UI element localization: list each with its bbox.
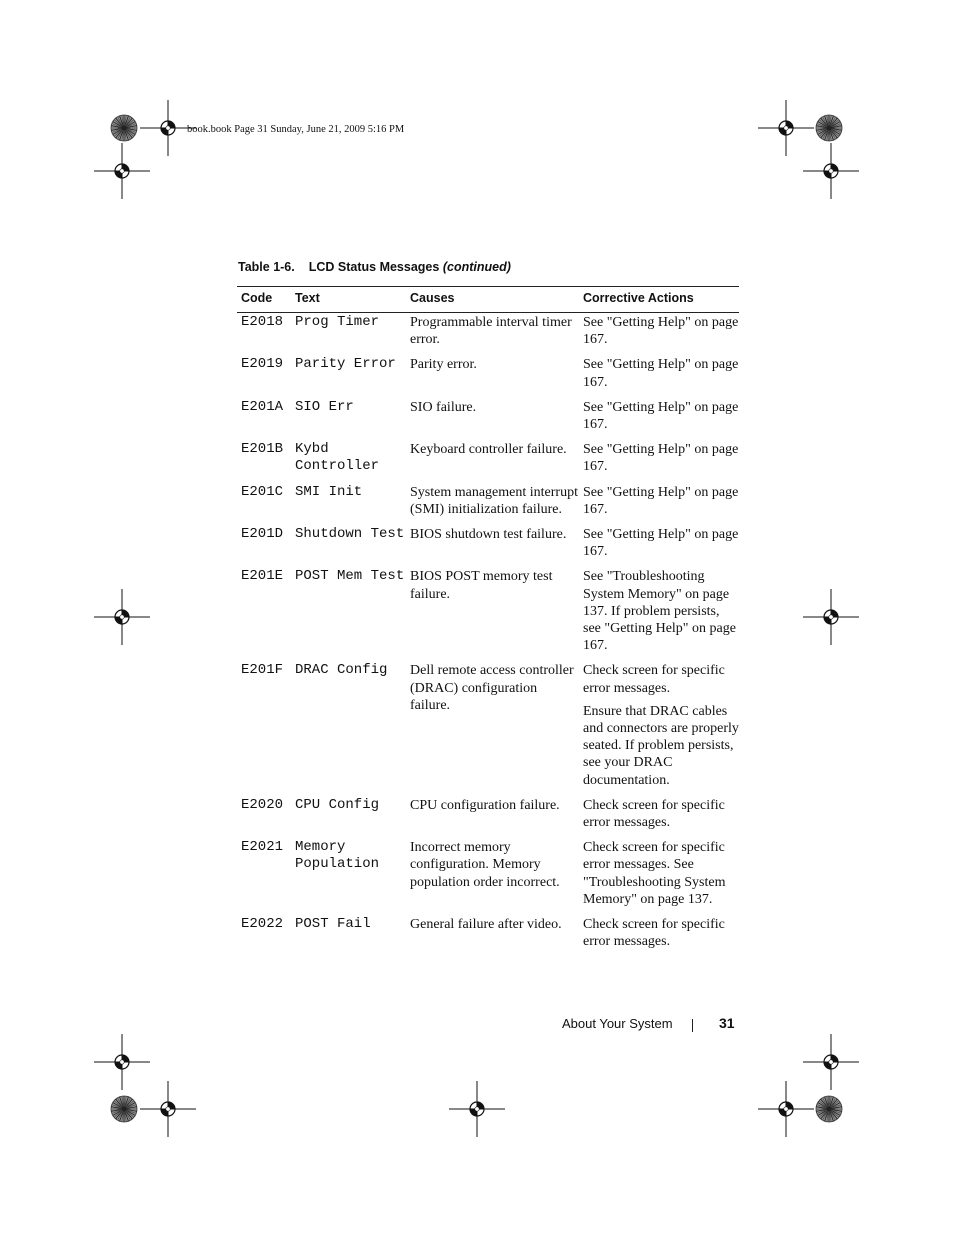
table-title: LCD Status Messages: [308, 260, 440, 274]
corrective-actions-cell: [579, 662, 739, 796]
page-number: 31: [719, 1015, 735, 1031]
header-causes: Causes: [406, 287, 579, 313]
lcd-text-cell: POST Fail: [295, 916, 371, 933]
corrective-action-text: See "Getting Help" on page 167.: [583, 357, 739, 390]
corrective-actions-cell: [579, 399, 739, 441]
error-code-cell: E2019: [241, 356, 284, 373]
crosshair-icon: [94, 589, 150, 645]
lcd-text-cell: Memory Population: [295, 839, 380, 873]
error-code-cell: E201D: [241, 526, 284, 543]
crosshair-icon: [449, 1081, 505, 1137]
corrective-action-text: See "Getting Help" on page 167.: [583, 442, 739, 475]
header-code: Code: [237, 287, 291, 313]
error-code-cell: E201C: [241, 483, 284, 500]
sunburst-icon: [815, 1095, 843, 1123]
table-row: [237, 797, 739, 839]
corrective-actions-cell: [579, 356, 739, 398]
lcd-text-cell: Prog Timer: [295, 314, 380, 330]
table-row: [237, 526, 739, 568]
error-code-cell: E201F: [241, 662, 284, 679]
corrective-action-text: See "Getting Help" on page 167.: [583, 315, 739, 348]
sunburst-icon: [815, 114, 843, 142]
error-code-cell: E2018: [241, 314, 284, 330]
crosshair-icon: [140, 1081, 196, 1137]
error-code-cell: E2022: [241, 916, 284, 933]
causes-cell: System management interrupt (SMI) initialization failure.: [410, 484, 578, 517]
causes-cell: Programmable interval timer error.: [410, 315, 572, 348]
corrective-actions-cell: [579, 441, 739, 483]
causes-cell: Parity error.: [410, 357, 477, 373]
table-caption: [238, 260, 511, 274]
causes-cell: SIO failure.: [410, 399, 477, 415]
causes-cell: BIOS shutdown test failure.: [410, 527, 567, 543]
footer-section-title: About Your System: [562, 1016, 673, 1031]
corrective-actions-cell: [579, 839, 739, 916]
lcd-text-cell: Parity Error: [295, 356, 396, 373]
error-code-cell: E201A: [241, 398, 284, 415]
crosshair-icon: [94, 143, 150, 199]
lcd-text-cell: POST Mem Test: [295, 568, 405, 585]
error-code-cell: E2021: [241, 839, 284, 856]
corrective-action-text: See "Getting Help" on page 167.: [583, 527, 739, 560]
corrective-action-text: See "Getting Help" on page 167.: [583, 484, 739, 517]
error-code-cell: E201E: [241, 568, 284, 585]
causes-cell: Incorrect memory configuration. Memory population order incorrect.: [410, 840, 560, 890]
corrective-actions-cell: [579, 916, 739, 958]
causes-cell: Dell remote access controller (DRAC) configuration failure.: [410, 663, 574, 713]
corrective-action-text: See "Troubleshooting System Memory" on page 137. If problem persists, see "Getting Help" on page 167.: [583, 569, 736, 654]
corrective-action-text: Check screen for specific error messages.: [583, 663, 725, 696]
sunburst-icon: [110, 1095, 138, 1123]
corrective-actions-cell: [579, 568, 739, 662]
table-row: [237, 484, 739, 526]
table-row: [237, 356, 739, 398]
lcd-text-cell: Shutdown Test: [295, 526, 405, 543]
table-row: [237, 662, 739, 796]
corrective-action-text: Check screen for specific error messages.: [583, 917, 725, 950]
corrective-actions-cell: [579, 526, 739, 568]
table-number: Table 1-6.: [238, 260, 295, 274]
table-row: [237, 313, 739, 357]
footer-divider: [692, 1019, 693, 1032]
table-row: [237, 916, 739, 958]
corrective-action-text: Check screen for specific error messages. See "Troubleshooting System Memory" on page 137.: [583, 840, 726, 907]
corrective-action-text: Ensure that DRAC cables and connectors are properly seated. If problem persists, see your DRAC documentation.: [583, 703, 739, 788]
sunburst-icon: [110, 114, 138, 142]
table-body: [237, 313, 739, 959]
crosshair-icon: [803, 143, 859, 199]
corrective-actions-cell: [579, 797, 739, 839]
corrective-action-text: See "Getting Help" on page 167.: [583, 399, 739, 433]
corrective-actions-cell: [579, 313, 739, 357]
table-header-row: [237, 287, 739, 313]
lcd-text-cell: SIO Err: [295, 398, 354, 415]
header-text: Text: [291, 287, 406, 313]
corrective-action-text: Check screen for specific error messages.: [583, 797, 725, 831]
lcd-text-cell: Kybd Controller: [295, 441, 380, 475]
crosshair-icon: [803, 589, 859, 645]
table-row: [237, 568, 739, 662]
lcd-status-table: [237, 286, 739, 959]
error-code-cell: E201B: [241, 441, 284, 458]
causes-cell: Keyboard controller failure.: [410, 442, 567, 458]
corrective-actions-cell: [579, 484, 739, 526]
table-row: [237, 399, 739, 441]
error-code-cell: E2020: [241, 796, 284, 813]
causes-cell: CPU configuration failure.: [410, 797, 560, 813]
header-corrective-actions: Corrective Actions: [579, 287, 739, 313]
lcd-text-cell: DRAC Config: [295, 662, 388, 679]
crosshair-icon: [758, 1081, 814, 1137]
lcd-text-cell: SMI Init: [295, 483, 363, 500]
print-header: book.book Page 31 Sunday, June 21, 2009 5:16 PM: [187, 124, 405, 135]
causes-cell: BIOS POST memory test failure.: [410, 569, 553, 602]
table-row: [237, 441, 739, 483]
table-row: [237, 839, 739, 916]
table-continued-label: (continued): [442, 260, 511, 274]
causes-cell: General failure after video.: [410, 917, 562, 933]
lcd-text-cell: CPU Config: [295, 796, 380, 813]
